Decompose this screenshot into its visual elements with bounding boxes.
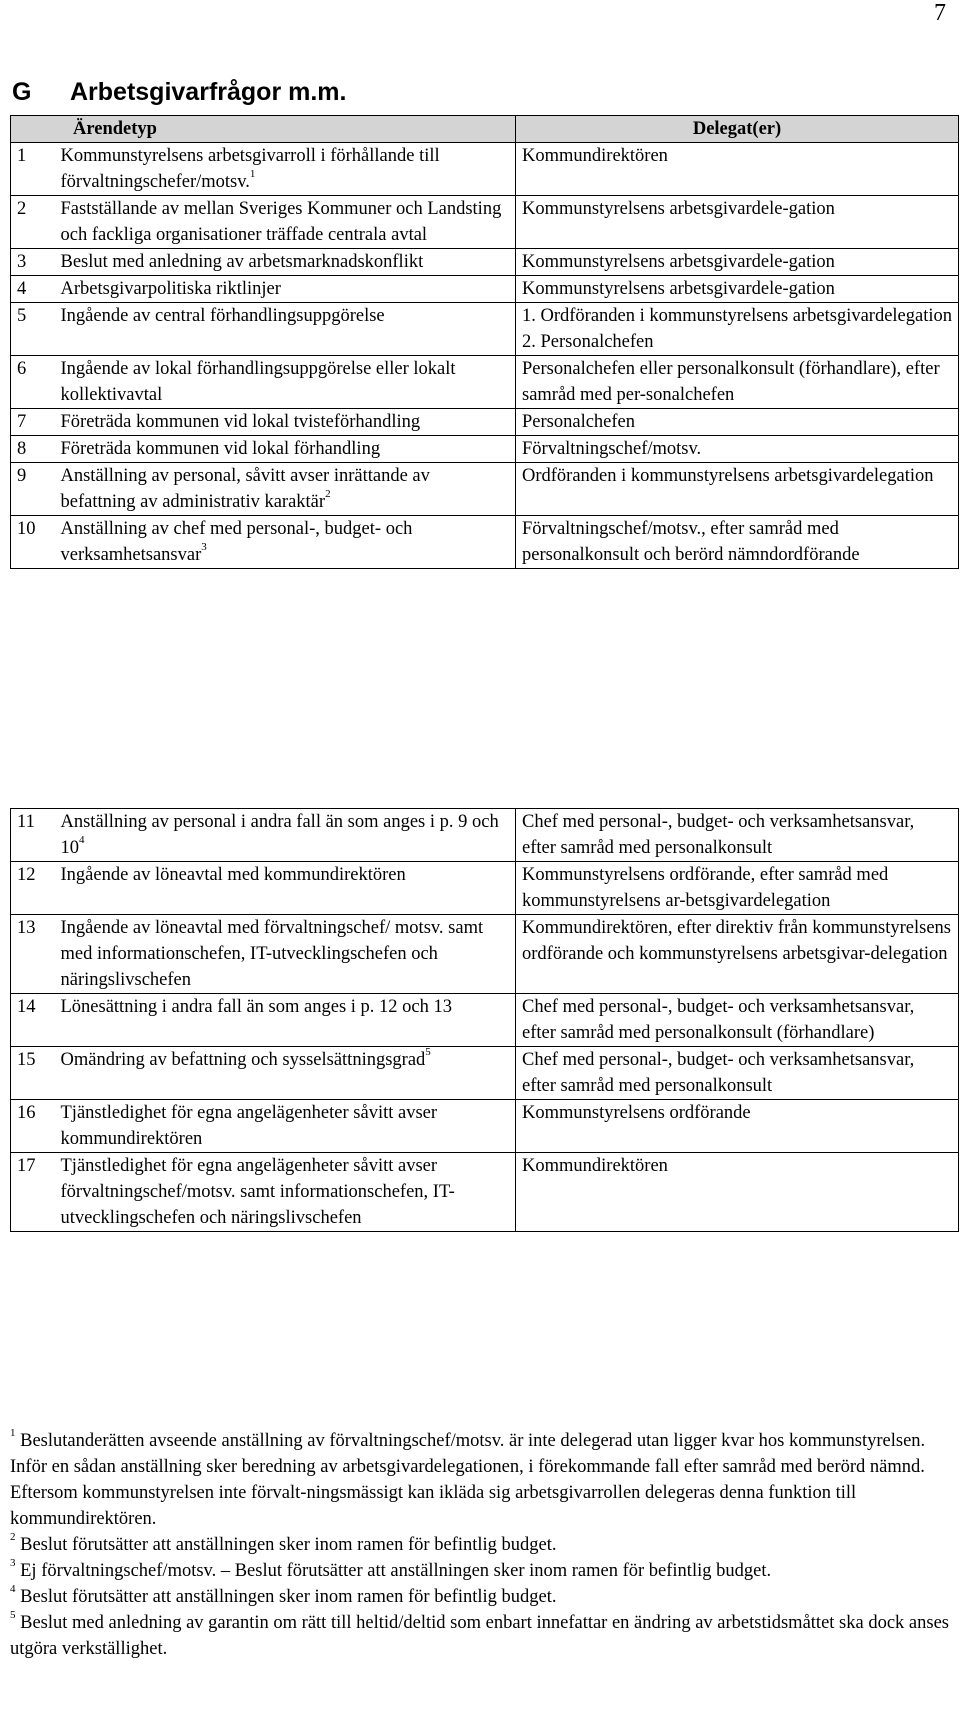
delegat-text: Kommunstyrelsens arbetsgivardele-gation (522, 252, 835, 272)
row-arendetyp (61, 249, 516, 276)
arendetyp-text: Anställning av chef med personal-, budget- och verksamhetsansvar (60, 519, 413, 565)
delegat-text: Kommundirektören, efter direktiv från kommunstyrelsens ordförande och kommunstyrelsens arbetsgivar-delegation (522, 918, 951, 964)
delegat-text: Personalchefen eller personalkonsult (förhandlare), efter samråd med per-sonalchefen (522, 359, 940, 405)
delegat-text-secondary: 2. Personalchefen (522, 332, 654, 352)
arendetyp-text: Tjänstledighet för egna angelägenheter såvitt avser förvaltningschef/motsv. samt informationschefen, IT-utvecklingschefen och näringslivschefen (60, 1156, 455, 1228)
section-title: Arbetsgivarfrågor m.m. (70, 78, 347, 106)
footnote (10, 1532, 950, 1558)
footnote-reference: 1 (249, 167, 256, 180)
delegat-text: Chef med personal-, budget- och verksamhetsansvar, efter samråd med personalkonsult (522, 812, 915, 858)
table-row (11, 409, 959, 436)
row-arendetyp (61, 809, 516, 862)
table-row (11, 276, 959, 303)
row-arendetyp (61, 303, 516, 356)
table-body-b (11, 809, 959, 1232)
delegat-text: Kommunstyrelsens arbetsgivardele-gation (522, 199, 835, 219)
table-row (11, 1047, 959, 1100)
delegat-text: Ordföranden i kommunstyrelsens arbetsgivardelegation (522, 466, 934, 486)
row-number: 16 (11, 1100, 61, 1153)
footnote (10, 1584, 950, 1610)
footnote-text: Beslut förutsätter att anställningen sker inom ramen för befintlig budget. (20, 1535, 557, 1555)
row-number: 5 (11, 303, 61, 356)
delegat-text: Kommundirektören (522, 146, 668, 166)
footnote-reference: 3 (201, 540, 207, 553)
table-body-a (11, 143, 959, 569)
footnote-reference: 4 (79, 833, 85, 846)
row-delegat (516, 809, 959, 862)
delegat-text: Chef med personal-, budget- och verksamhetsansvar, efter samråd med personalkonsult (522, 1050, 915, 1096)
footnote-text: Beslut förutsätter att anställningen sker inom ramen för befintlig budget. (20, 1587, 557, 1607)
delegat-text: Personalchefen (522, 412, 636, 432)
row-number: 10 (11, 516, 61, 569)
row-arendetyp (61, 409, 516, 436)
row-delegat (516, 249, 959, 276)
row-delegat (516, 1047, 959, 1100)
row-arendetyp (61, 1153, 516, 1232)
delegat-text: Chef med personal-, budget- och verksamhetsansvar, efter samråd med personalkonsult (förhandlare) (522, 997, 915, 1043)
row-number: 2 (11, 196, 61, 249)
header-arendetyp: Ärendetyp (11, 116, 516, 143)
footnote-text: Ej förvaltningschef/motsv. – Beslut förutsätter att anställningen sker inom ramen för befintlig budget. (20, 1561, 772, 1581)
section-letter: G (12, 78, 32, 106)
arendetyp-text: Ingående av löneavtal med kommundirektören (60, 865, 406, 885)
row-arendetyp (61, 516, 516, 569)
footnote-mark: 2 (10, 1530, 16, 1543)
table-header-row (11, 116, 959, 143)
table-row (11, 463, 959, 516)
row-delegat (516, 409, 959, 436)
table-row (11, 994, 959, 1047)
row-number: 12 (11, 862, 61, 915)
delegat-text: Kommunstyrelsens arbetsgivardele-gation (522, 279, 835, 299)
row-delegat (516, 516, 959, 569)
row-number: 9 (11, 463, 61, 516)
row-number: 3 (11, 249, 61, 276)
row-arendetyp (61, 1047, 516, 1100)
footnotes (10, 1428, 950, 1662)
row-delegat (516, 463, 959, 516)
row-arendetyp (61, 463, 516, 516)
row-arendetyp (61, 915, 516, 994)
row-arendetyp (61, 1100, 516, 1153)
row-delegat (516, 915, 959, 994)
table-row (11, 436, 959, 463)
table-row (11, 356, 959, 409)
footnote-mark: 4 (10, 1582, 16, 1595)
arendetyp-text: Beslut med anledning av arbetsmarknadskonflikt (60, 252, 424, 272)
arendetyp-text: Fastställande av mellan Sveriges Kommuner och Landsting och fackliga organisationer träffade centrala avtal (60, 199, 502, 245)
delegat-text: Kommunstyrelsens ordförande, efter samråd med kommunstyrelsens ar-betsgivardelegation (522, 865, 889, 911)
table-row (11, 303, 959, 356)
footnote-reference: 2 (325, 487, 331, 500)
header-delegater: Delegat(er) (516, 116, 959, 143)
arendetyp-text: Ingående av central förhandlingsuppgörelse (60, 306, 385, 326)
row-delegat (516, 143, 959, 196)
table-row (11, 915, 959, 994)
row-number: 6 (11, 356, 61, 409)
row-arendetyp (61, 276, 516, 303)
row-delegat (516, 276, 959, 303)
section-heading (12, 78, 346, 107)
row-arendetyp (61, 196, 516, 249)
delegation-table-continued (10, 808, 959, 1232)
footnote-mark: 1 (10, 1426, 16, 1439)
arendetyp-text: Kommunstyrelsens arbetsgivarroll i förhållande till förvaltningschefer/motsv. (60, 146, 440, 192)
row-number: 14 (11, 994, 61, 1047)
row-number: 8 (11, 436, 61, 463)
arendetyp-text: Företräda kommunen vid lokal tvisteförhandling (60, 412, 421, 432)
table-row (11, 143, 959, 196)
row-delegat (516, 862, 959, 915)
footnote (10, 1428, 950, 1532)
table-row (11, 862, 959, 915)
arendetyp-text: Lönesättning i andra fall än som anges i p. 12 och 13 (60, 997, 452, 1017)
row-arendetyp (61, 862, 516, 915)
table-row (11, 196, 959, 249)
row-number: 15 (11, 1047, 61, 1100)
footnote-mark: 3 (10, 1556, 16, 1569)
footnote-mark: 5 (10, 1608, 16, 1621)
row-number: 4 (11, 276, 61, 303)
table-row (11, 249, 959, 276)
footnote (10, 1610, 950, 1662)
arendetyp-text: Anställning av personal i andra fall än som anges i p. 9 och 10 (60, 812, 499, 858)
row-arendetyp (61, 994, 516, 1047)
footnote (10, 1558, 950, 1584)
row-arendetyp (61, 436, 516, 463)
footnote-text: Beslutanderätten avseende anställning av förvaltningschef/motsv. är inte delegerad utan ligger kvar hos kommunstyrelsen. Inför en sådan anställning sker beredning av arbetsgivardelegationen, i förekommande fall efter samråd med berörd nämnd. Eftersom kommunstyrelsen inte förvalt-ningsmässigt kan ikläda sig arbetsgivarrollen delegeras denna funktion till kommundirektören. (10, 1431, 926, 1529)
row-number: 1 (11, 143, 61, 196)
delegation-table (10, 115, 959, 569)
row-delegat (516, 1100, 959, 1153)
page-number: 7 (934, 0, 946, 26)
row-number: 7 (11, 409, 61, 436)
arendetyp-text: Ingående av löneavtal med förvaltningschef/ motsv. samt med informationschefen, IT-utvecklingschefen och näringslivschefen (60, 918, 484, 990)
row-arendetyp (61, 143, 516, 196)
row-arendetyp (61, 356, 516, 409)
delegat-text: Kommunstyrelsens ordförande (522, 1103, 751, 1123)
delegat-text: Förvaltningschef/motsv. (522, 439, 702, 459)
table-row (11, 1100, 959, 1153)
arendetyp-text: Ingående av lokal förhandlingsuppgörelse eller lokalt kollektivavtal (60, 359, 456, 405)
arendetyp-text: Företräda kommunen vid lokal förhandling (60, 439, 381, 459)
row-number: 17 (11, 1153, 61, 1232)
footnote-text: Beslut med anledning av garantin om rätt till heltid/deltid som enbart innefattar en ändring av arbetstidsmåttet ska dock anses utgöra verkställighet. (10, 1613, 949, 1659)
arendetyp-text: Arbetsgivarpolitiska riktlinjer (60, 279, 281, 299)
arendetyp-text: Tjänstledighet för egna angelägenheter såvitt avser kommundirektören (60, 1103, 438, 1149)
row-delegat (516, 436, 959, 463)
row-number: 13 (11, 915, 61, 994)
row-delegat (516, 994, 959, 1047)
table-row (11, 809, 959, 862)
row-delegat (516, 356, 959, 409)
row-delegat (516, 1153, 959, 1232)
delegat-text: Kommundirektören (522, 1156, 668, 1176)
delegat-text: 1. Ordföranden i kommunstyrelsens arbetsgivardelegation (522, 306, 953, 326)
table-row (11, 1153, 959, 1232)
table-row (11, 516, 959, 569)
row-number: 11 (11, 809, 61, 862)
row-delegat (516, 196, 959, 249)
arendetyp-text: Omändring av befattning och sysselsättningsgrad (60, 1050, 426, 1070)
footnote-reference: 5 (425, 1045, 431, 1058)
row-delegat (516, 303, 959, 356)
arendetyp-text: Anställning av personal, såvitt avser inrättande av befattning av administrativ karaktär (60, 466, 430, 512)
delegat-text: Förvaltningschef/motsv., efter samråd med personalkonsult och berörd nämndordförande (522, 519, 860, 565)
